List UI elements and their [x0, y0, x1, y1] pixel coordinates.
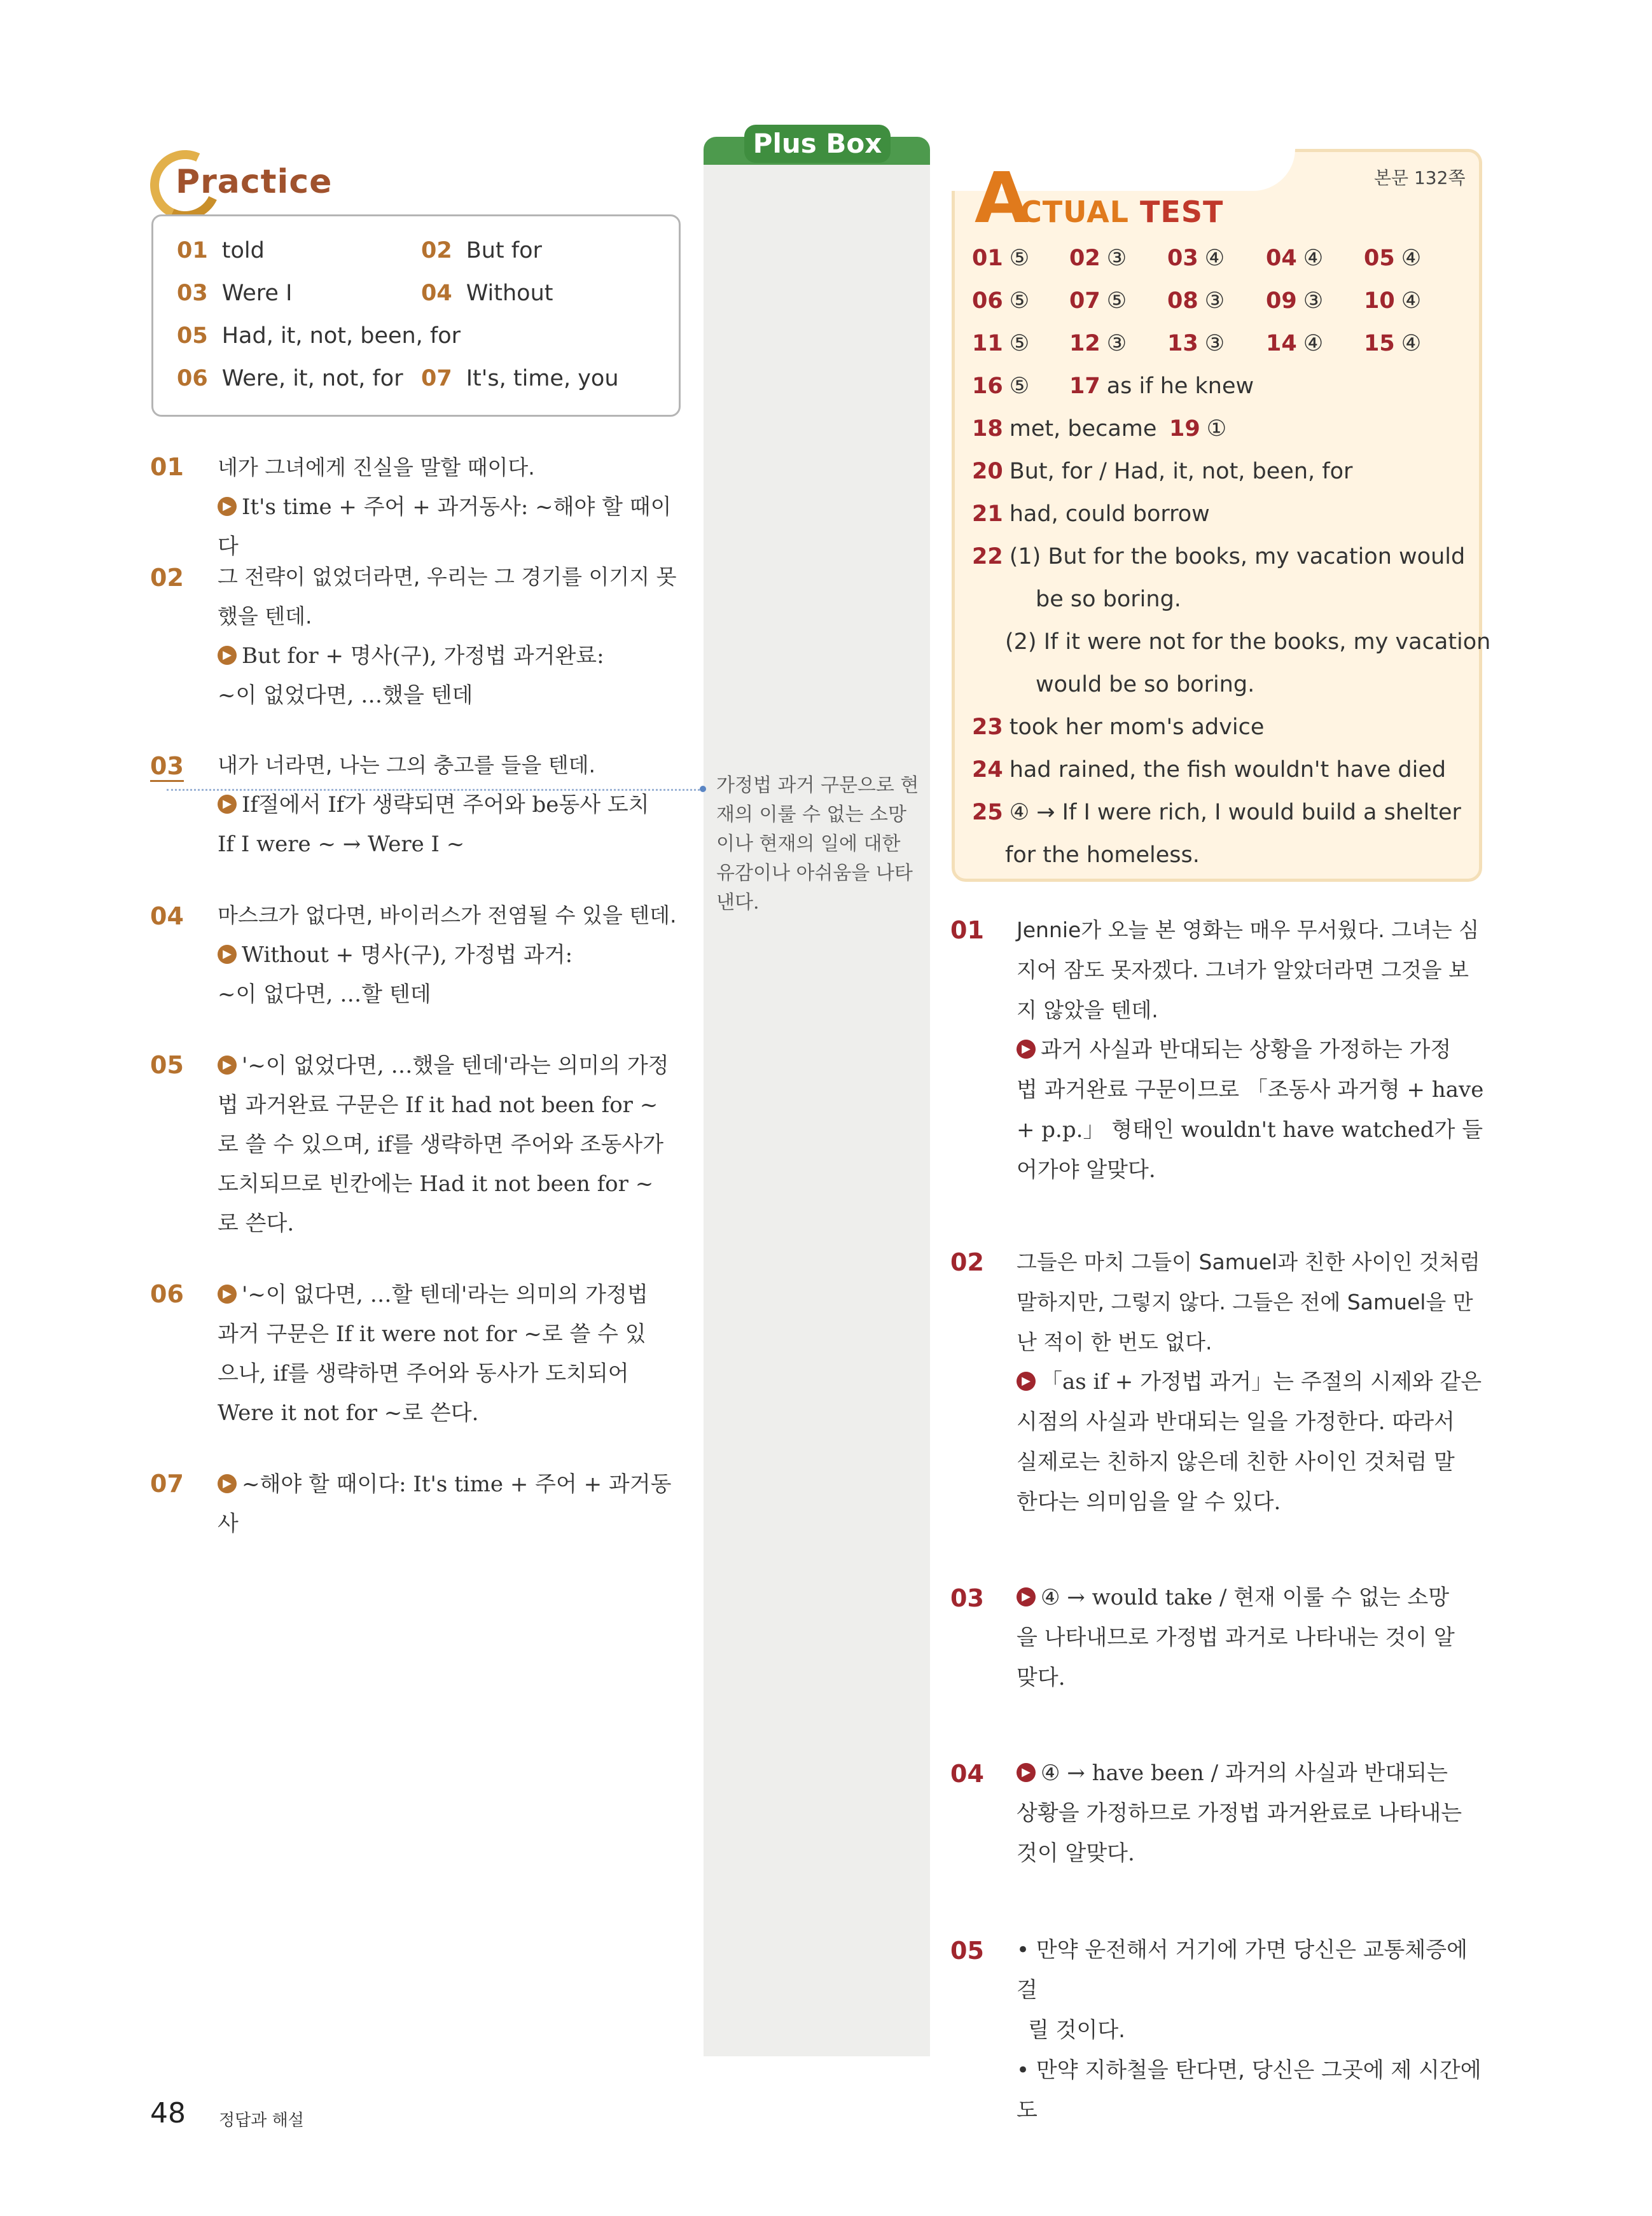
- tip: ▶ If절에서 If가 생략되면 주어와 be동사 도치: [218, 785, 682, 825]
- practice-item: 03 Were I: [177, 281, 293, 306]
- tip-cont: ~이 없다면, …할 텐데: [218, 982, 431, 1007]
- play-arrow-icon: ▶: [1017, 1763, 1036, 1782]
- plus-box-note: 가정법 과거 구문으로 현재의 이룰 수 없는 소망이나 현재의 일에 대한 유감이나 아쉬움을 나타낸다.: [716, 774, 919, 914]
- tip: ▶ Without + 명사(구), 가정법 과거:: [218, 935, 682, 975]
- actual-test-logo-a: A: [975, 157, 1029, 239]
- tip: ▶ ~해야 할 때이다: It's time + 주어 + 과거동사: [218, 1472, 672, 1537]
- answer-item: 23 took her mom's advice: [972, 714, 1265, 740]
- bullet-line: • 만약 지하철을 탄다면, 당신은 그곳에 제 시간에 도: [1017, 2058, 1482, 2123]
- explanation-03: [218, 746, 682, 864]
- tip: ▶ 「as if + 가정법 과거」는 주절의 시제와 같은: [1017, 1362, 1486, 1402]
- practice-item: 01 told: [177, 238, 265, 263]
- expl-number: 04: [150, 902, 184, 930]
- answer-item-cont: for the homeless.: [1005, 842, 1200, 868]
- answer-item: 15 ④: [1364, 331, 1422, 356]
- explanation-01: [218, 448, 682, 566]
- page-reference: 본문 132쪽: [1374, 167, 1466, 188]
- play-arrow-icon: ▶: [218, 945, 237, 964]
- tip: ▶ 과거 사실과 반대되는 상황을 가정하는 가정: [1017, 1030, 1486, 1070]
- answer-item-cont: (2) If it were not for the books, my vacation: [1005, 629, 1491, 655]
- answer-item: 19 ①: [1169, 416, 1227, 442]
- translation: 네가 그녀에게 진실을 말할 때이다.: [218, 455, 535, 480]
- practice-item: 04 Without: [421, 281, 553, 306]
- tip-cont: 상황을 가정하므로 가정법 과거완료로 나타내는: [1017, 1801, 1462, 1826]
- answer-item: 04 ④: [1266, 246, 1324, 271]
- expl-number: 02: [150, 564, 184, 592]
- expl-number: 05: [950, 1937, 984, 1965]
- test-explanation-03: [1017, 1578, 1486, 1698]
- tip-cont: 법 과거완료 구문이므로 「조동사 과거형 + have: [1017, 1077, 1484, 1103]
- tip-cont: 어가야 알맞다.: [1017, 1157, 1156, 1183]
- answer-item-cont: would be so boring.: [1036, 672, 1255, 697]
- tip-cont: 한다는 의미임을 알 수 있다.: [1017, 1489, 1281, 1515]
- answer-item: 03 ④: [1167, 246, 1225, 271]
- translation: 내가 너라면, 나는 그의 충고를 들을 텐데.: [218, 753, 595, 777]
- translation: 마스크가 없다면, 바이러스가 전염될 수 있을 텐데.: [218, 903, 677, 928]
- play-arrow-icon: ▶: [1017, 1587, 1036, 1606]
- expl-number: 01: [950, 916, 984, 944]
- tip-cont: 법 과거완료 구문은 If it had not been for ~: [218, 1092, 658, 1118]
- answer-item: 01 ⑤: [972, 246, 1030, 271]
- tip-cont: ~이 없었다면, …했을 텐데: [218, 683, 473, 708]
- tip-cont: 시점의 사실과 반대되는 일을 가정한다. 따라서: [1017, 1409, 1455, 1435]
- translation: 했을 텐데.: [218, 604, 312, 629]
- translation: 그들은 마치 그들이 Samuel과 친한 사이인 것처럼: [1017, 1250, 1480, 1274]
- practice-item: 05 Had, it, not, been, for: [177, 323, 461, 349]
- answer-item: 06 ⑤: [972, 288, 1030, 314]
- translation: 지 않았을 텐데.: [1017, 998, 1158, 1022]
- actual-test-title: CTUAL TEST: [1020, 195, 1224, 229]
- page-number: 48: [150, 2097, 186, 2129]
- answer-item: 09 ③: [1266, 288, 1324, 314]
- explanation-04: [218, 896, 682, 1014]
- expl-number: 01: [150, 453, 184, 481]
- tip-cont: If I were ~ → Were I ~: [218, 832, 465, 857]
- plus-box-column: [704, 153, 930, 2056]
- bullet-line: • 만약 운전해서 거기에 가면 당신은 교통체증에 걸: [1017, 1937, 1468, 2003]
- answer-item: 08 ③: [1167, 288, 1225, 314]
- explanation-06: [218, 1275, 682, 1433]
- answer-item: 13 ③: [1167, 331, 1225, 356]
- play-arrow-icon: ▶: [218, 1056, 237, 1075]
- translation: Jennie가 오늘 본 영화는 매우 무서웠다. 그녀는 심: [1017, 917, 1480, 942]
- plus-box-label: Plus Box: [744, 125, 891, 163]
- tip-cont: 으나, if를 생략하면 주어와 동사가 도치되어: [218, 1361, 629, 1386]
- play-arrow-icon: ▶: [218, 646, 237, 665]
- test-explanation-05: [1017, 1930, 1486, 2131]
- translation: 그 전략이 없었더라면, 우리는 그 경기를 이기지 못: [218, 564, 677, 589]
- play-arrow-icon: ▶: [218, 795, 237, 814]
- tip-cont: 맞다.: [1017, 1665, 1065, 1690]
- tip-cont: 실제로는 친하지 않은데 친한 사이인 것처럼 말: [1017, 1449, 1455, 1475]
- practice-item: 07 It's, time, you: [421, 366, 619, 391]
- answer-item: 12 ③: [1069, 331, 1127, 356]
- answer-item: 14 ④: [1266, 331, 1324, 356]
- play-arrow-icon: ▶: [218, 497, 237, 516]
- expl-number: 03: [950, 1584, 984, 1612]
- play-arrow-icon: ▶: [1017, 1372, 1036, 1391]
- translation: 난 적이 한 번도 없다.: [1017, 1330, 1212, 1355]
- tip-cont: Were it not for ~로 쓴다.: [218, 1400, 479, 1426]
- answer-item: 17 as if he knew: [1069, 373, 1254, 399]
- practice-title: Practice: [176, 163, 333, 201]
- tip-cont: 로 쓸 수 있으며, if를 생략하면 주어와 조동사가: [218, 1132, 664, 1157]
- play-arrow-icon: ▶: [218, 1285, 237, 1304]
- explanation-05: [218, 1046, 682, 1243]
- tip-cont: + p.p.」 형태인 wouldn't have watched가 들: [1017, 1117, 1483, 1143]
- answer-item: 11 ⑤: [972, 331, 1030, 356]
- bullet-line-cont: 릴 것이다.: [1028, 2017, 1125, 2043]
- answer-item: 25 ④ → If I were rich, I would build a shelter: [972, 800, 1461, 825]
- expl-number: 05: [150, 1051, 184, 1079]
- test-explanation-02: [1017, 1242, 1486, 1523]
- play-arrow-icon: ▶: [1017, 1040, 1036, 1059]
- translation: 말하지만, 그렇지 않다. 그들은 전에 Samuel을 만: [1017, 1290, 1473, 1314]
- answer-item: 21 had, could borrow: [972, 501, 1210, 527]
- answer-item-cont: be so boring.: [1036, 587, 1181, 612]
- tip: ▶ ④ → have been / 과거의 사실과 반대되는: [1017, 1753, 1486, 1794]
- answer-item: 18 met, became: [972, 416, 1157, 442]
- practice-item: 06 Were, it, not, for: [177, 366, 403, 391]
- page-section-label: 정답과 해설: [219, 2111, 304, 2130]
- practice-item: 02 But for: [421, 238, 542, 263]
- expl-number: 07: [150, 1470, 184, 1498]
- answer-item: 20 But, for / Had, it, not, been, for: [972, 459, 1353, 484]
- explanation-02: [218, 557, 682, 715]
- expl-number: 03: [150, 752, 184, 782]
- translation: 지어 잠도 못자겠다. 그녀가 알았더라면 그것을 보: [1017, 958, 1469, 982]
- answer-item: 02 ③: [1069, 246, 1127, 271]
- expl-number: 04: [950, 1760, 984, 1788]
- tip: ▶ It's time + 주어 + 과거동사: ~해야 할 때이다: [218, 494, 672, 559]
- tip-cont: 과거 구문은 If it were not for ~로 쓸 수 있: [218, 1321, 646, 1347]
- play-arrow-icon: ▶: [218, 1474, 237, 1493]
- tip: ▶ '~이 없다면, …할 텐데'라는 의미의 가정법: [218, 1275, 682, 1314]
- practice-header: [148, 146, 338, 223]
- answer-item: 24 had rained, the fish wouldn't have died: [972, 757, 1447, 783]
- test-explanation-01: [1017, 910, 1486, 1190]
- tip: ▶ But for + 명사(구), 가정법 과거완료:: [218, 636, 682, 676]
- tip: ▶ ④ → would take / 현재 이룰 수 없는 소망: [1017, 1578, 1486, 1618]
- expl-number: 06: [150, 1280, 184, 1308]
- tip-cont: 을 나타내므로 가정법 과거로 나타내는 것이 알: [1017, 1625, 1455, 1650]
- answer-item: 07 ⑤: [1069, 288, 1127, 314]
- tip-cont: 도치되므로 빈칸에는 Had it not been for ~: [218, 1171, 654, 1197]
- explanation-07: [218, 1465, 682, 1544]
- test-explanation-04: [1017, 1753, 1486, 1874]
- expl-number: 02: [950, 1248, 984, 1276]
- answer-item: 16 ⑤: [972, 373, 1030, 399]
- answer-item: 10 ④: [1364, 288, 1422, 314]
- tip-cont: 로 쓴다.: [218, 1211, 295, 1236]
- answer-item: 22 (1) But for the books, my vacation would: [972, 544, 1466, 569]
- tip: ▶ '~이 없었다면, …했을 텐데'라는 의미의 가정: [218, 1046, 682, 1085]
- tip-cont: 것이 알맞다.: [1017, 1841, 1135, 1866]
- note-connector-dot: [700, 786, 706, 792]
- answer-item: 05 ④: [1364, 246, 1422, 271]
